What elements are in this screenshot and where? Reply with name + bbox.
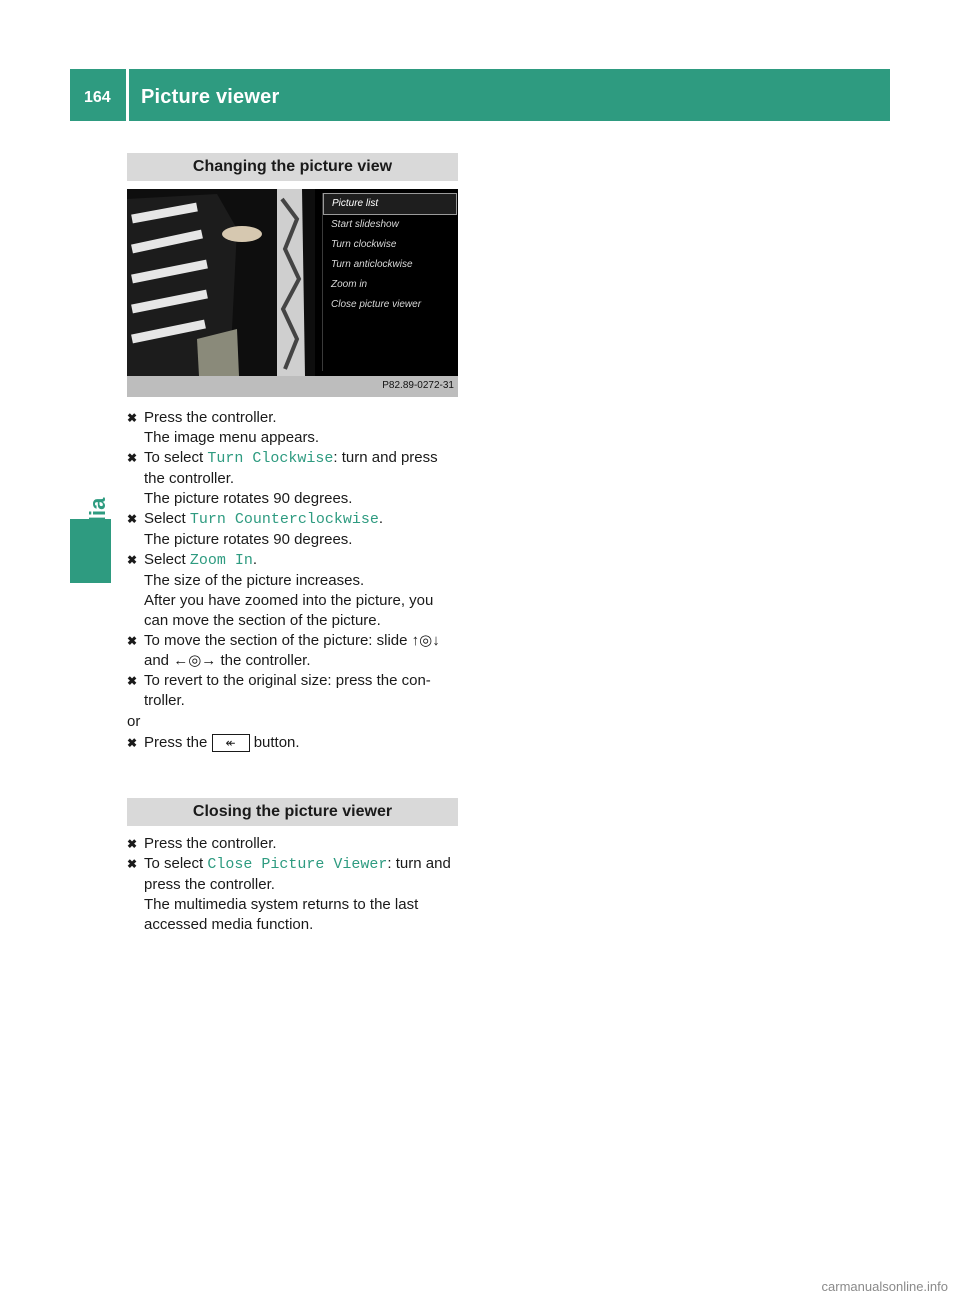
result-text: The picture rotates 90 degrees. xyxy=(144,531,353,548)
step-select-zoom-in: ✖ Select Zoom In. xyxy=(127,551,258,569)
section2-instructions xyxy=(127,834,462,935)
result-text: The picture rotates 90 degrees. xyxy=(144,490,353,507)
header-divider xyxy=(126,69,129,121)
menu-term: Turn Counterclockwise xyxy=(189,511,379,528)
info-text: After you have zoomed into the picture, you xyxy=(144,592,434,609)
menu-term: Zoom In xyxy=(189,552,253,569)
image-code: P82.89-0272-31 xyxy=(382,380,454,391)
step-continued: troller. xyxy=(144,692,185,709)
section-heading-closing-viewer: Closing the picture viewer xyxy=(127,798,458,826)
menu-item-picture-list[interactable]: Picture list xyxy=(323,193,457,215)
step-select-turn-clockwise: ✖ To select Turn Clockwise: turn and press xyxy=(127,449,438,467)
screenshot-picture-viewer xyxy=(127,189,458,397)
menu-item-zoom-in[interactable]: Zoom in xyxy=(331,279,368,290)
back-icon: ↞ xyxy=(212,734,250,752)
section1-instructions xyxy=(127,408,462,753)
step-continued: press the controller. xyxy=(144,876,275,893)
step-move-section: ✖ To move the section of the picture: slide ↑◎↓ xyxy=(127,632,440,649)
step-revert-size: ✖ To revert to the original size: press the con- xyxy=(127,672,431,689)
image-caption-bar xyxy=(127,376,458,397)
result-text: The size of the picture increases. xyxy=(144,572,365,589)
image-menu xyxy=(322,193,457,371)
result-text: accessed media function. xyxy=(144,916,314,933)
menu-term: Turn Clockwise xyxy=(207,450,334,467)
menu-item-turn-anticlockwise[interactable]: Turn anticlockwise xyxy=(331,259,413,270)
step-arrow-icon: ✖ xyxy=(127,837,138,851)
step-arrow-icon: ✖ xyxy=(127,857,138,871)
step-continued: and ←◎→ the controller. xyxy=(144,652,311,669)
info-text: can move the section of the picture. xyxy=(144,612,381,629)
page-title: Picture viewer xyxy=(141,86,280,108)
menu-term: Close Picture Viewer xyxy=(207,856,388,873)
step-arrow-icon: ✖ xyxy=(127,451,138,465)
menu-item-turn-clockwise[interactable]: Turn clockwise xyxy=(331,239,397,250)
step-select-close-viewer: ✖ To select Close Picture Viewer: turn and xyxy=(127,855,451,873)
step-arrow-icon: ✖ xyxy=(127,736,138,750)
step-continued: the controller. xyxy=(144,470,235,487)
step-select-turn-counterclockwise: ✖ Select Turn Counterclockwise. xyxy=(127,510,384,528)
step-arrow-icon: ✖ xyxy=(127,634,138,648)
picture-image xyxy=(127,189,315,376)
step-press-back: ✖ Press the ↞ button. xyxy=(127,734,300,751)
picture-illustration xyxy=(127,189,315,376)
watermark: carmanualsonline.info xyxy=(821,1279,948,1294)
page-header xyxy=(70,69,890,121)
step-arrow-icon: ✖ xyxy=(127,674,138,688)
result-text: The multimedia system returns to the last xyxy=(144,896,419,913)
chapter-marker xyxy=(70,519,111,583)
result-text: The image menu appears. xyxy=(144,429,320,446)
step-press-controller: ✖ Press the controller. xyxy=(127,835,277,852)
or-label: or xyxy=(127,713,141,730)
section-heading-changing-view: Changing the picture view xyxy=(127,153,458,181)
step-arrow-icon: ✖ xyxy=(127,553,138,567)
page-number: 164 xyxy=(84,89,111,106)
menu-item-close-viewer[interactable]: Close picture viewer xyxy=(331,299,422,310)
step-arrow-icon: ✖ xyxy=(127,411,138,425)
menu-item-start-slideshow[interactable]: Start slideshow xyxy=(331,219,399,230)
step-arrow-icon: ✖ xyxy=(127,512,138,526)
step-press-controller: ✖ Press the controller. xyxy=(127,409,277,426)
